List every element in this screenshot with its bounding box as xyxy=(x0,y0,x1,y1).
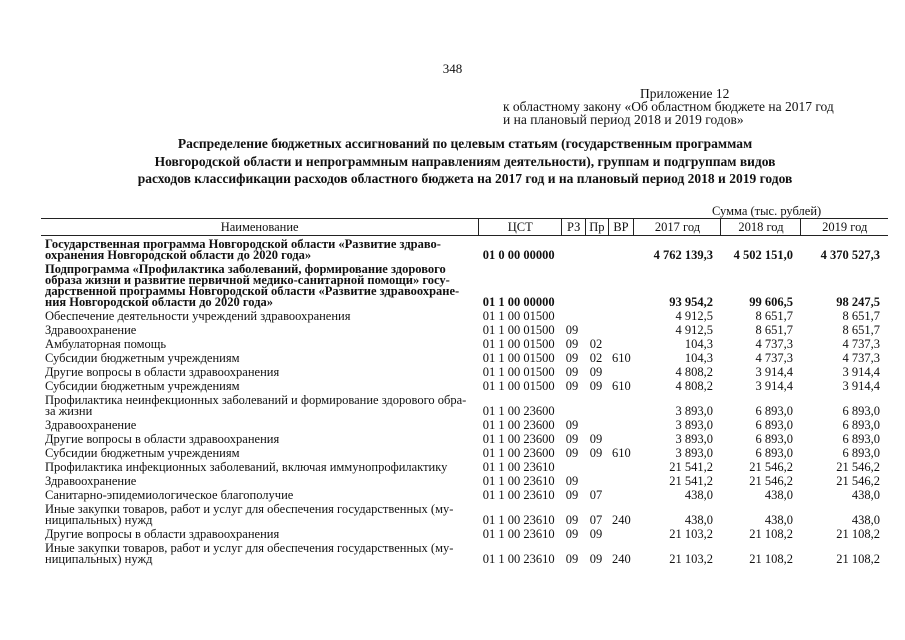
sum-caption: Сумма (тыс. рублей) xyxy=(712,204,822,218)
cell-name: Профилактика неинфекционных заболеваний и формирование здорового обра-за жизни xyxy=(45,393,467,418)
cell-name: Другие вопросы в области здравоохранения xyxy=(45,432,280,446)
cell-vr xyxy=(608,420,634,434)
cell-rz: 09 xyxy=(565,513,579,527)
cell-vr xyxy=(608,490,634,504)
cell-name: Профилактика инфекционных заболеваний, включая иммунопрофилактику xyxy=(45,460,448,474)
cell-2019: 6 893,0 xyxy=(842,446,880,460)
cell-cst: 01 1 00 01500 xyxy=(482,379,555,393)
budget-table xyxy=(41,218,888,568)
cell-2019: 21 546,2 xyxy=(836,474,880,488)
cell-name: Государственная программа Новгородской области «Развитие здраво-охранения Новгородской области до 2020 года» xyxy=(45,237,441,262)
cell-2019: 438,0 xyxy=(851,488,880,502)
document-title xyxy=(60,135,870,188)
header-name: Наименование xyxy=(41,219,479,236)
cell-2018: 6 893,0 xyxy=(755,404,793,418)
cell-2017: 3 893,0 xyxy=(675,446,713,460)
cell-rz: 09 xyxy=(565,527,579,541)
cell-2018: 4 737,3 xyxy=(755,351,793,365)
header-2017: 2017 год xyxy=(634,219,721,236)
cell-2017: 438,0 xyxy=(684,513,713,527)
cell-pr xyxy=(586,395,608,420)
cell-2019: 21 108,2 xyxy=(836,527,880,541)
cell-vr xyxy=(608,311,634,325)
cell-rz: 09 xyxy=(565,474,579,488)
cell-2017: 21 541,2 xyxy=(669,474,713,488)
cell-2018: 6 893,0 xyxy=(755,418,793,432)
cell-cst: 01 1 00 23610 xyxy=(482,552,555,566)
cell-vr xyxy=(608,476,634,490)
cell-2018: 438,0 xyxy=(764,513,793,527)
cell-2019: 6 893,0 xyxy=(842,418,880,432)
page-number: 348 xyxy=(442,61,463,76)
cell-2017: 21 541,2 xyxy=(669,460,713,474)
table-row xyxy=(41,504,888,529)
cell-2019: 6 893,0 xyxy=(842,404,880,418)
cell-cst: 01 1 00 23610 xyxy=(482,474,555,488)
cell-pr: 09 xyxy=(589,379,603,393)
cell-rz: 09 xyxy=(565,337,579,351)
cell-cst: 01 1 00 23610 xyxy=(482,527,555,541)
header-2018: 2018 год xyxy=(721,219,801,236)
cell-2017: 104,3 xyxy=(684,337,713,351)
cell-vr: 610 xyxy=(612,379,631,393)
cell-cst: 01 1 00 23600 xyxy=(482,418,555,432)
cell-rz: 09 xyxy=(565,446,579,460)
cell-2017: 4 808,2 xyxy=(675,379,713,393)
cell-cst: 01 1 00 23610 xyxy=(482,488,555,502)
cell-rz: 09 xyxy=(565,418,579,432)
cell-cst: 01 1 00 01500 xyxy=(482,309,555,323)
cell-2019: 8 651,7 xyxy=(842,323,880,337)
cell-vr xyxy=(608,462,634,476)
cell-2018: 6 893,0 xyxy=(755,446,793,460)
cell-name: Здравоохранение xyxy=(45,323,137,337)
cell-cst: 01 1 00 23610 xyxy=(482,460,555,474)
cell-cst: 01 1 00 23600 xyxy=(482,446,555,460)
cell-pr: 09 xyxy=(589,552,603,566)
table-body xyxy=(41,236,888,569)
cell-cst: 01 1 00 01500 xyxy=(482,337,555,351)
cell-pr: 07 xyxy=(589,513,603,527)
cell-vr: 610 xyxy=(612,446,631,460)
cell-name: Здравоохранение xyxy=(45,474,137,488)
cell-name: Субсидии бюджетным учреждениям xyxy=(45,446,240,460)
cell-2019: 6 893,0 xyxy=(842,432,880,446)
header-pr: Пр xyxy=(586,219,608,236)
cell-2018: 6 893,0 xyxy=(755,432,793,446)
table-row xyxy=(41,543,888,568)
cell-2018: 99 606,5 xyxy=(749,295,793,309)
cell-2018: 438,0 xyxy=(764,488,793,502)
cell-2017: 3 893,0 xyxy=(675,404,713,418)
cell-vr: 610 xyxy=(612,351,631,365)
cell-2017: 93 954,2 xyxy=(669,295,713,309)
cell-cst: 01 1 00 01500 xyxy=(482,323,555,337)
cell-pr: 09 xyxy=(589,365,603,379)
cell-2019: 3 914,4 xyxy=(842,365,880,379)
cell-name: Обеспечение деятельности учреждений здравоохранения xyxy=(45,309,351,323)
cell-2018: 21 546,2 xyxy=(749,460,793,474)
cell-rz: 09 xyxy=(565,351,579,365)
title-line-1: Распределение бюджетных ассигнований по целевым статьям (государственным программам xyxy=(177,136,753,151)
appendix-caption xyxy=(503,87,834,126)
cell-pr: 07 xyxy=(589,488,603,502)
cell-rz: 09 xyxy=(565,432,579,446)
cell-rz xyxy=(562,236,586,265)
cell-name: Другие вопросы в области здравоохранения xyxy=(45,365,280,379)
cell-pr xyxy=(586,264,608,311)
cell-2017: 4 912,5 xyxy=(675,309,713,323)
cell-cst: 01 1 00 01500 xyxy=(482,351,555,365)
cell-2019: 8 651,7 xyxy=(842,309,880,323)
header-cst: ЦСТ xyxy=(479,219,562,236)
cell-rz: 09 xyxy=(565,379,579,393)
cell-2017: 4 762 139,3 xyxy=(653,248,713,262)
cell-2018: 4 502 151,0 xyxy=(733,248,793,262)
cell-pr: 02 xyxy=(589,337,603,351)
cell-vr xyxy=(608,264,634,311)
cell-rz: 09 xyxy=(565,488,579,502)
cell-2019: 4 370 527,3 xyxy=(820,248,880,262)
cell-2018: 21 546,2 xyxy=(749,474,793,488)
cell-2019: 438,0 xyxy=(851,513,880,527)
cell-name: Амбулаторная помощь xyxy=(45,337,167,351)
cell-rz: 09 xyxy=(565,552,579,566)
cell-2018: 8 651,7 xyxy=(755,323,793,337)
cell-2017: 4 808,2 xyxy=(675,365,713,379)
cell-2018: 8 651,7 xyxy=(755,309,793,323)
table-row xyxy=(41,236,888,265)
header-vr: ВР xyxy=(608,219,634,236)
cell-rz xyxy=(562,395,586,420)
cell-pr xyxy=(586,311,608,325)
cell-name: Санитарно-эпидемиологическое благополучие xyxy=(45,488,294,502)
header-2019: 2019 год xyxy=(801,219,888,236)
appendix-line-3: и на плановый период 2018 и 2019 годов» xyxy=(503,112,744,127)
header-rz: РЗ xyxy=(562,219,586,236)
cell-2017: 3 893,0 xyxy=(675,418,713,432)
cell-2019: 4 737,3 xyxy=(842,337,880,351)
cell-name: Иные закупки товаров, работ и услуг для обеспечения государственных (му-ниципальных) нужд xyxy=(45,541,454,566)
cell-vr xyxy=(608,325,634,339)
cell-cst: 01 1 00 01500 xyxy=(482,365,555,379)
cell-2017: 3 893,0 xyxy=(675,432,713,446)
cell-2018: 3 914,4 xyxy=(755,365,793,379)
cell-2017: 21 103,2 xyxy=(669,552,713,566)
cell-2017: 21 103,2 xyxy=(669,527,713,541)
cell-rz xyxy=(562,264,586,311)
table-header-row xyxy=(41,219,888,236)
cell-pr xyxy=(586,236,608,265)
cell-name: Субсидии бюджетным учреждениям xyxy=(45,379,240,393)
cell-vr: 240 xyxy=(612,552,631,566)
cell-2018: 21 108,2 xyxy=(749,527,793,541)
cell-cst: 01 0 00 00000 xyxy=(482,248,555,262)
cell-pr: 02 xyxy=(589,351,603,365)
cell-cst: 01 1 00 23610 xyxy=(482,513,555,527)
cell-rz: 09 xyxy=(565,323,579,337)
cell-vr: 240 xyxy=(612,513,631,527)
cell-2019: 4 737,3 xyxy=(842,351,880,365)
cell-name: Другие вопросы в области здравоохранения xyxy=(45,527,280,541)
cell-2017: 438,0 xyxy=(684,488,713,502)
cell-2019: 21 546,2 xyxy=(836,460,880,474)
cell-name: Здравоохранение xyxy=(45,418,137,432)
appendix-line-2: к областному закону «Об областном бюджете на 2017 год xyxy=(503,99,834,114)
cell-2017: 104,3 xyxy=(684,351,713,365)
cell-cst: 01 1 00 00000 xyxy=(482,295,555,309)
cell-cst: 01 1 00 23600 xyxy=(482,404,555,418)
cell-2019: 21 108,2 xyxy=(836,552,880,566)
cell-pr: 09 xyxy=(589,446,603,460)
cell-vr xyxy=(608,236,634,265)
cell-rz: 09 xyxy=(565,365,579,379)
cell-2018: 4 737,3 xyxy=(755,337,793,351)
cell-name: Иные закупки товаров, работ и услуг для обеспечения государственных (му-ниципальных) нужд xyxy=(45,502,454,527)
cell-cst: 01 1 00 23600 xyxy=(482,432,555,446)
cell-pr: 09 xyxy=(589,527,603,541)
cell-2017: 4 912,5 xyxy=(675,323,713,337)
cell-2019: 98 247,5 xyxy=(836,295,880,309)
cell-name: Субсидии бюджетным учреждениям xyxy=(45,351,240,365)
cell-vr xyxy=(608,395,634,420)
cell-pr: 09 xyxy=(589,432,603,446)
appendix-line-1: Приложение 12 xyxy=(640,86,730,101)
cell-name: Подпрограмма «Профилактика заболеваний, формирование здорового образа жизни и развитие первичной медико-санитарной помощи» госу-дарственной программы Новгородской области «Развитие здравоохране-ния Новгородской области до 2020 года» xyxy=(45,262,460,309)
cell-vr xyxy=(608,529,634,543)
title-line-2: Новгородской области и непрограммным направлениям деятельности), группам и подгруппам видов xyxy=(154,153,776,169)
cell-2019: 3 914,4 xyxy=(842,379,880,393)
title-line-3: расходов классификации расходов областного бюджета на 2017 год и на плановый период 2018 и 2019 годов xyxy=(137,171,793,186)
cell-pr xyxy=(586,462,608,476)
table-row xyxy=(41,395,888,420)
cell-2018: 21 108,2 xyxy=(749,552,793,566)
cell-2018: 3 914,4 xyxy=(755,379,793,393)
table-row xyxy=(41,264,888,311)
